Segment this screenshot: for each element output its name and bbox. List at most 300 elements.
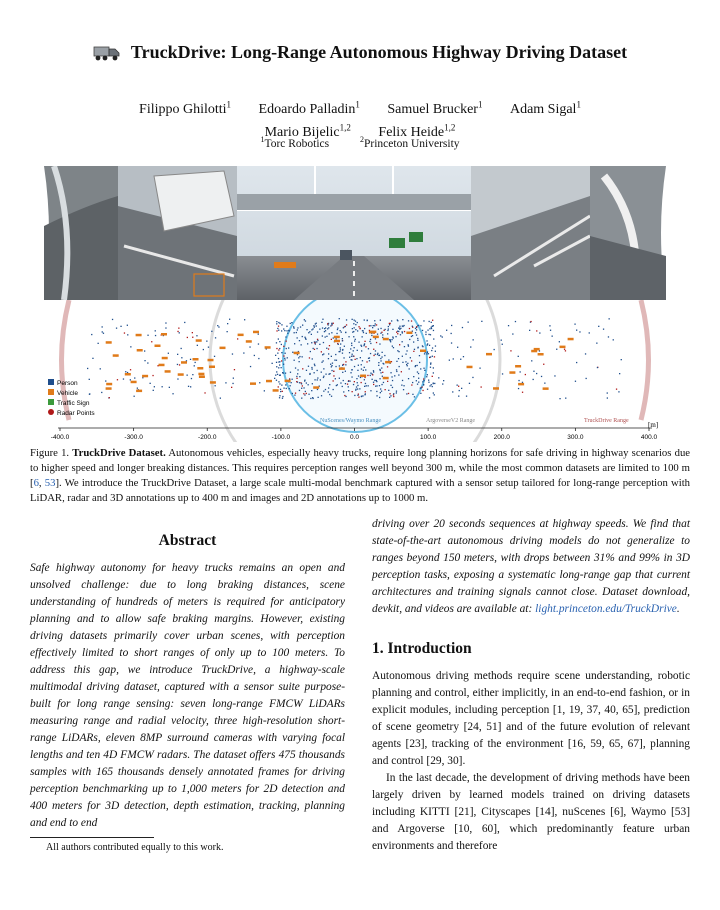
- lidar-point: [272, 363, 273, 364]
- lidar-point: [378, 362, 379, 363]
- lidar-point: [281, 324, 282, 325]
- lidar-point: [607, 397, 608, 398]
- lidar-point: [382, 376, 383, 377]
- lidar-point: [428, 382, 429, 383]
- lidar-point: [428, 380, 429, 381]
- lidar-point: [285, 353, 286, 354]
- lidar-point: [325, 389, 326, 390]
- lidar-point: [470, 346, 471, 347]
- lidar-point: [306, 382, 307, 383]
- lidar-point: [598, 326, 599, 327]
- vehicle-box: [162, 357, 168, 360]
- lidar-point: [351, 343, 352, 344]
- lidar-point: [380, 372, 381, 373]
- lidar-point: [357, 330, 358, 331]
- lidar-point: [332, 363, 333, 364]
- lidar-point: [381, 384, 382, 385]
- lidar-point: [151, 341, 152, 342]
- lidar-point: [423, 384, 424, 385]
- legend-label-vehicle: Vehicle: [57, 390, 78, 397]
- lidar-point: [300, 326, 301, 327]
- lidar-point: [433, 383, 434, 384]
- lidar-point: [330, 325, 331, 326]
- lidar-point: [328, 353, 329, 354]
- lidar-point: [434, 356, 435, 357]
- lidar-point: [372, 327, 373, 328]
- lidar-point: [396, 369, 397, 370]
- lidar-point: [367, 320, 368, 321]
- vehicle-box: [515, 365, 521, 368]
- lidar-point: [411, 384, 412, 385]
- left-column: [30, 532, 345, 832]
- camera-images: [44, 166, 666, 300]
- lidar-point: [366, 385, 367, 386]
- lidar-point: [372, 374, 373, 375]
- lidar-point: [419, 355, 420, 356]
- lidar-point: [137, 388, 138, 389]
- lidar-point: [278, 330, 279, 331]
- lidar-point: [227, 323, 228, 324]
- lidar-point: [314, 379, 315, 380]
- lidar-point: [335, 366, 336, 367]
- lidar-point: [442, 336, 443, 337]
- vehicle-box: [136, 334, 142, 337]
- lidar-point: [355, 321, 356, 322]
- x-axis-tick-label: 400.0: [640, 434, 658, 441]
- lidar-point: [278, 386, 279, 387]
- lidar-point: [539, 332, 540, 333]
- lidar-point: [457, 385, 458, 386]
- lidar-point: [373, 384, 374, 385]
- lidar-point: [369, 341, 370, 342]
- lidar-point: [424, 370, 425, 371]
- lidar-point: [319, 344, 320, 345]
- lidar-point: [345, 361, 346, 362]
- citation-link[interactable]: 53: [44, 477, 56, 489]
- lidar-point: [279, 361, 280, 362]
- citation-link[interactable]: 6: [33, 477, 39, 489]
- footnote-rule: [30, 837, 154, 838]
- lidar-point: [340, 382, 341, 383]
- lidar-point: [144, 360, 145, 361]
- vehicle-box: [253, 331, 259, 334]
- lidar-point: [365, 346, 366, 347]
- lidar-point: [392, 346, 393, 347]
- lidar-point: [403, 385, 404, 386]
- vehicle-box: [266, 380, 272, 383]
- lidar-point: [357, 350, 358, 351]
- lidar-point: [508, 325, 509, 326]
- lidar-point: [559, 341, 560, 342]
- lidar-point: [428, 334, 429, 335]
- lidar-point: [412, 394, 413, 395]
- lidar-point: [165, 327, 166, 328]
- lidar-point: [357, 388, 358, 389]
- lidar-point: [299, 390, 300, 391]
- lidar-point: [397, 333, 398, 334]
- vehicle-box: [220, 347, 226, 350]
- lidar-point: [299, 382, 300, 383]
- lidar-point: [399, 344, 400, 345]
- lidar-point: [433, 330, 434, 331]
- lidar-point: [423, 380, 424, 381]
- lidar-point: [337, 329, 338, 330]
- lidar-point: [130, 369, 131, 370]
- lidar-point: [429, 321, 430, 322]
- lidar-point: [389, 397, 390, 398]
- vehicle-box: [131, 381, 137, 384]
- lidar-point: [327, 323, 328, 324]
- lidar-point: [169, 387, 170, 388]
- lidar-point: [373, 370, 374, 371]
- lidar-point: [427, 330, 428, 331]
- lidar-point: [298, 357, 299, 358]
- lidar-point: [100, 368, 101, 369]
- range-label-truckdrive: TruckDrive Range: [584, 418, 629, 424]
- lidar-point: [348, 381, 349, 382]
- vehicle-box: [113, 354, 119, 357]
- lidar-point: [147, 335, 148, 336]
- lidar-point: [425, 331, 426, 332]
- lidar-point: [376, 385, 377, 386]
- author: Adam Sigal$^1$: [509, 99, 581, 117]
- lidar-point: [384, 330, 385, 331]
- lidar-point: [237, 338, 238, 339]
- lidar-point: [317, 370, 318, 371]
- lidar-point: [217, 325, 218, 326]
- lidar-point: [412, 382, 413, 383]
- lidar-point: [345, 383, 346, 384]
- lidar-point: [98, 343, 99, 344]
- lidar-point: [310, 351, 311, 352]
- lidar-point: [345, 364, 346, 365]
- lidar-point: [297, 327, 298, 328]
- lidar-point: [330, 364, 331, 365]
- lidar-point: [387, 366, 388, 367]
- lidar-point: [333, 337, 334, 338]
- lidar-point: [362, 360, 363, 361]
- lidar-point: [382, 334, 383, 335]
- lidar-point: [342, 372, 343, 373]
- lidar-point: [134, 396, 135, 397]
- lidar-point: [472, 377, 473, 378]
- lidar-point: [355, 359, 356, 360]
- legend-swatch-person: [48, 379, 54, 385]
- lidar-point: [225, 382, 226, 383]
- lidar-point: [357, 322, 358, 323]
- lidar-point: [404, 346, 405, 347]
- lidar-point: [389, 324, 390, 325]
- lidar-point: [354, 340, 355, 341]
- lidar-point: [429, 345, 430, 346]
- vehicle-box: [560, 346, 566, 349]
- lidar-point: [357, 385, 358, 386]
- lidar-point: [192, 337, 193, 338]
- lidar-point: [283, 346, 284, 347]
- lidar-point: [533, 371, 534, 372]
- lidar-point: [586, 378, 587, 379]
- lidar-point: [355, 324, 356, 325]
- lidar-point: [331, 365, 332, 366]
- lidar-point: [278, 381, 279, 382]
- lidar-point: [502, 373, 503, 374]
- lidar-point: [536, 373, 537, 374]
- lidar-point: [244, 319, 245, 320]
- lidar-point: [134, 377, 135, 378]
- lidar-point: [418, 378, 419, 379]
- lidar-point: [364, 319, 365, 320]
- lidar-point: [435, 345, 436, 346]
- lidar-point: [258, 334, 259, 335]
- affiliation: $^2$Princeton University: [360, 135, 460, 150]
- vehicle-box: [161, 333, 167, 336]
- lidar-point: [373, 382, 374, 383]
- lidar-point: [277, 374, 278, 375]
- lidar-point: [369, 325, 370, 326]
- lidar-point: [425, 334, 426, 335]
- lidar-point: [293, 326, 294, 327]
- lidar-point: [102, 331, 103, 332]
- lidar-point: [430, 362, 431, 363]
- x-axis-unit: [m]: [648, 421, 659, 429]
- lidar-point: [378, 355, 379, 356]
- lidar-point: [181, 357, 182, 358]
- lidar-point: [616, 389, 617, 390]
- lidar-point: [381, 367, 382, 368]
- lidar-point: [365, 383, 366, 384]
- lidar-point: [353, 384, 354, 385]
- lidar-point: [383, 363, 384, 364]
- lidar-point: [576, 330, 577, 331]
- lidar-point: [232, 353, 233, 354]
- lidar-point: [351, 369, 352, 370]
- lidar-point: [321, 362, 322, 363]
- lidar-point: [279, 341, 280, 342]
- lidar-point: [430, 334, 431, 335]
- lidar-point: [433, 338, 434, 339]
- abstract-body: Safe highway autonomy for heavy trucks remains an open and unsolved challenge: due to long braking distances, scene understanding of hundreds of meters is required for anticipatory planning and to allow safe braking margins. However, existing driving datasets primarily cover urban scenes, with perception effectively limited to short ranges of only up to 100 meters. To address this gap, we introduce TruckDrive, a highway-scale multimodal driving dataset, captured with a sensor suite purpose-built for long range sensing: seven long-range FMCW LiDARs measuring range and radial velocity, three high-resolution short-range LiDARs, eleven 8MP surround cameras with varying focal lengths and ten 4D FMCW radars. The dataset offers 475 thousands samples with 165 thousands densely annotated frames for driving perception benchmarking up to 1,000 meters for 2D detection and 400 meters for 3D detection, depth estimation, tracking, planning and end to end: [30, 562, 345, 829]
- lidar-point: [391, 320, 392, 321]
- lidar-point: [603, 329, 604, 330]
- lidar-point: [355, 329, 356, 330]
- abstract-continued: driving over 20 seconds sequences at highway speeds. We find that state-of-the-art autonomous driving models do not generalize to ranges beyond 150 meters, with drops between 31% and 99% in 3D perception tasks, exposing a systematic long-range gap that current architectures and training signals cannot close. Dataset download, devkit, and videos are available at: light.princeton.edu/TruckDrive.: [372, 518, 690, 615]
- author: Felix Heide$^{1,2}$: [378, 122, 456, 141]
- lidar-point: [378, 329, 379, 330]
- lidar-point: [309, 357, 310, 358]
- lidar-point: [364, 328, 365, 329]
- lidar-point: [423, 368, 424, 369]
- lidar-point: [370, 325, 371, 326]
- lidar-point: [331, 356, 332, 357]
- lidar-point: [579, 331, 580, 332]
- lidar-point: [393, 394, 394, 395]
- lidar-point: [415, 332, 416, 333]
- lidar-point: [438, 377, 439, 378]
- lidar-point: [362, 330, 363, 331]
- lidar-point: [433, 367, 434, 368]
- lidar-point: [329, 384, 330, 385]
- lidar-point: [343, 380, 344, 381]
- lidar-point: [162, 386, 163, 387]
- lidar-point: [597, 367, 598, 368]
- vehicle-box: [467, 366, 473, 369]
- lidar-point: [258, 343, 259, 344]
- lidar-point: [366, 361, 367, 362]
- lidar-point: [302, 368, 303, 369]
- lidar-point: [105, 380, 106, 381]
- vehicle-box: [273, 389, 279, 392]
- lidar-point: [417, 325, 418, 326]
- lidar-point: [297, 373, 298, 374]
- lidar-point: [380, 320, 381, 321]
- lidar-point: [117, 379, 118, 380]
- lidar-point: [354, 347, 355, 348]
- lidar-point: [250, 366, 251, 367]
- lidar-point: [325, 374, 326, 375]
- lidar-point: [214, 356, 215, 357]
- lidar-point: [127, 334, 128, 335]
- lidar-point: [321, 395, 322, 396]
- lidar-point: [576, 362, 577, 363]
- lidar-point: [380, 370, 381, 371]
- lidar-point: [150, 383, 151, 384]
- lidar-point: [613, 339, 614, 340]
- vehicle-box: [518, 383, 524, 386]
- lidar-point: [297, 329, 298, 330]
- lidar-point: [423, 378, 424, 379]
- lidar-point: [375, 354, 376, 355]
- lidar-point: [352, 391, 353, 392]
- lidar-point: [359, 388, 360, 389]
- lidar-point: [392, 380, 393, 381]
- lidar-point: [280, 391, 281, 392]
- lidar-point: [408, 344, 409, 345]
- lidar-point: [282, 398, 283, 399]
- lidar-point: [333, 323, 334, 324]
- lidar-point: [376, 395, 377, 396]
- lidar-point: [339, 318, 340, 319]
- lidar-point: [440, 335, 441, 336]
- vehicle-box: [165, 370, 171, 373]
- lidar-point: [328, 358, 329, 359]
- lidar-point: [406, 350, 407, 351]
- lidar-point: [501, 340, 502, 341]
- lidar-point: [301, 388, 302, 389]
- lidar-point: [229, 319, 230, 320]
- lidar-point: [323, 360, 324, 361]
- vehicle-box: [493, 387, 499, 390]
- lidar-point: [294, 343, 295, 344]
- lidar-point: [382, 352, 383, 353]
- lidar-point: [103, 333, 104, 334]
- lidar-point: [304, 380, 305, 381]
- lidar-point: [373, 325, 374, 326]
- lidar-point: [322, 319, 323, 320]
- lidar-point: [329, 394, 330, 395]
- author: Filippo Ghilotti$^1$: [139, 99, 232, 117]
- lidar-point: [333, 371, 334, 372]
- lidar-point: [354, 381, 355, 382]
- lidar-point: [589, 332, 590, 333]
- lidar-point: [311, 342, 312, 343]
- camera-front-grid: [237, 166, 471, 300]
- lidar-point: [305, 391, 306, 392]
- caption-text: Autonomous vehicles, especially heavy trucks, require long planning horizons for safe driving in highway scenarios due to higher speed and longer breaking distances. This requires perception ranges well beyond 300 m, while the most common datasets are limited to 100 m [: [30, 447, 691, 489]
- lidar-point: [463, 356, 464, 357]
- lidar-point: [377, 354, 378, 355]
- lidar-point: [325, 336, 326, 337]
- caption-label: Figure 1.: [30, 447, 70, 459]
- lidar-point: [286, 388, 287, 389]
- lidar-point: [317, 331, 318, 332]
- lidar-point: [350, 348, 351, 349]
- lidar-point: [413, 341, 414, 342]
- lidar-point: [414, 396, 415, 397]
- intro-heading: 1. Introduction: [372, 640, 472, 657]
- lidar-point: [468, 322, 469, 323]
- lidar-point: [276, 321, 277, 322]
- lidar-point: [416, 326, 417, 327]
- lidar-point: [393, 337, 394, 338]
- vehicle-box: [106, 341, 112, 344]
- lidar-point: [370, 375, 371, 376]
- lidar-point: [393, 393, 394, 394]
- lidar-point: [398, 331, 399, 332]
- lidar-point: [308, 384, 309, 385]
- lidar-point: [431, 384, 432, 385]
- lidar-point: [451, 342, 452, 343]
- lidar-point: [510, 350, 511, 351]
- lidar-point: [352, 319, 353, 320]
- lidar-point: [417, 384, 418, 385]
- lidar-point: [285, 373, 286, 374]
- lidar-point: [281, 385, 282, 386]
- lidar-point: [190, 386, 191, 387]
- lidar-point: [536, 330, 537, 331]
- author: Samuel Brucker$^1$: [387, 99, 483, 117]
- lidar-point: [565, 350, 566, 351]
- lidar-point: [360, 345, 361, 346]
- lidar-point: [432, 386, 433, 387]
- lidar-point: [461, 388, 462, 389]
- lidar-point: [208, 347, 209, 348]
- vehicle-box: [238, 334, 244, 337]
- lidar-point: [354, 320, 355, 321]
- lidar-point: [420, 387, 421, 388]
- legend-label-traffic-sign: Traffic Sign: [57, 400, 90, 407]
- lidar-point: [343, 357, 344, 358]
- lidar-point: [457, 347, 458, 348]
- lidar-point: [326, 336, 327, 337]
- lidar-point: [364, 341, 365, 342]
- lidar-point: [196, 335, 197, 336]
- lidar-point: [406, 364, 407, 365]
- lidar-point: [452, 391, 453, 392]
- vehicle-box: [125, 373, 131, 376]
- lidar-point: [192, 332, 193, 333]
- lidar-point: [380, 388, 381, 389]
- dataset-link[interactable]: light.princeton.edu/TruckDrive: [535, 603, 677, 615]
- lidar-point: [218, 326, 219, 327]
- lidar-point: [609, 318, 610, 319]
- vehicle-box: [373, 336, 379, 339]
- lidar-point: [348, 336, 349, 337]
- lidar-point: [283, 388, 284, 389]
- lidar-point: [316, 323, 317, 324]
- lidar-point: [353, 350, 354, 351]
- lidar-point: [559, 398, 560, 399]
- lidar-point: [311, 367, 312, 368]
